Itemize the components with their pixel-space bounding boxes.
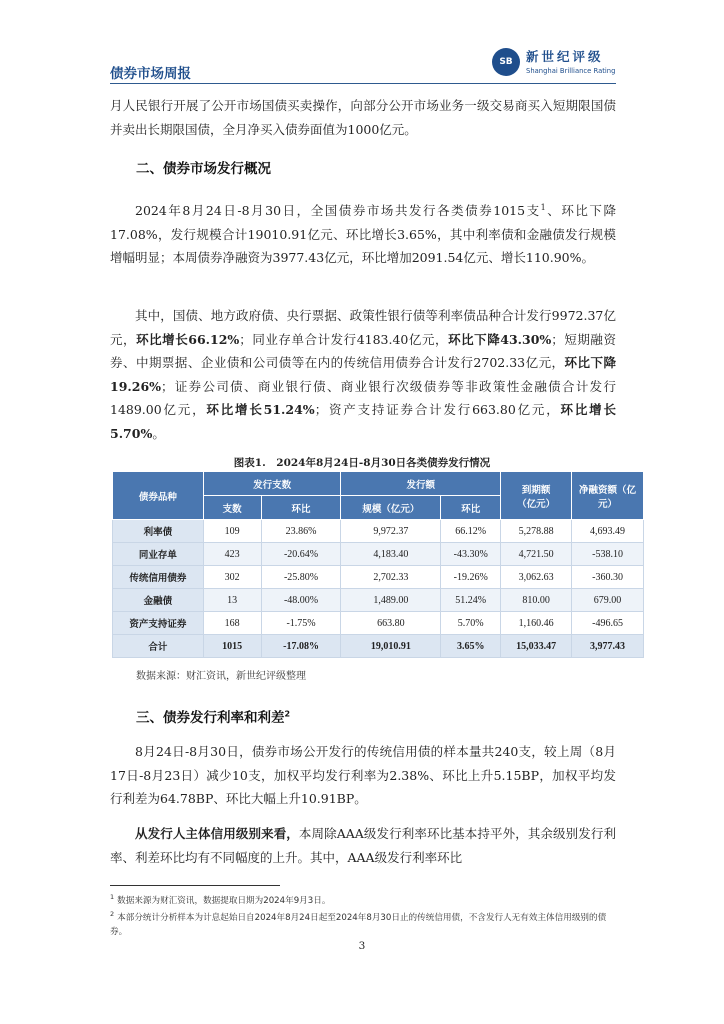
s3p2-rest: 本周除AAA级发行利率环比基本持平外，其余级别发行利率、利差环比均有不同幅度的上升。其中，AAA级发行利率环比 (110, 826, 616, 865)
s3p2-bold: 从发行人主体信用级别来看， (135, 826, 299, 841)
cell-scale: 1,489.00 (341, 589, 441, 612)
cell-scale: 9,972.37 (341, 520, 441, 543)
section2-paragraph1 (110, 196, 616, 270)
row-name: 资产支持证券 (113, 612, 204, 635)
cell-scale-change: 51.24% (441, 589, 501, 612)
company-logo (492, 46, 616, 80)
cell-scale-change: 3.65% (441, 635, 501, 658)
cell-count-change: 23.86% (261, 520, 341, 543)
header-scale: 规模（亿元） (341, 496, 441, 520)
s2p2-b4: 环比增长51.24% (206, 402, 315, 418)
cell-net: 3,977.43 (572, 635, 644, 658)
s2p2-t4: ；证券公司债、商业银行债、商业银行次级债券等非政策性金融债合计发行1489.00亿元， (110, 378, 616, 418)
cell-count: 13 (203, 589, 261, 612)
header-count-change: 环比 (261, 496, 341, 520)
cell-scale-change: 66.12% (441, 520, 501, 543)
s2p2-b3: 环比下降19.26% (110, 355, 616, 394)
cell-net: -496.65 (572, 612, 644, 635)
header-maturity: 到期额（亿元） (501, 472, 572, 520)
footnote-2-mark: 2 (110, 910, 115, 919)
section3-paragraph2 (110, 822, 616, 869)
s2p2-t5: ；资产支持证券合计发行663.80亿元， (314, 402, 561, 418)
row-name: 同业存单 (113, 543, 204, 566)
s2p1-part-a: 2024年8月24日-8月30日，全国债券市场共发行各类债券1015支 (135, 203, 541, 219)
cell-net: 4,693.49 (572, 520, 644, 543)
section3-heading (136, 706, 290, 726)
cell-maturity: 4,721.50 (501, 543, 572, 566)
table-source: 数据来源：财汇资讯，新世纪评级整理 (136, 671, 306, 682)
section2-paragraph2 (110, 304, 616, 446)
cell-maturity: 5,278.88 (501, 520, 572, 543)
table-row (113, 589, 644, 612)
table-caption: 图表1. 2024年8月24日-8月30日各类债券发行情况 (233, 457, 491, 469)
header-net-financing: 净融资额（亿元） (572, 472, 644, 520)
cell-scale: 19,010.91 (341, 635, 441, 658)
footnote-1-text: 数据来源为财汇资讯，数据提取日期为2024年9月3日。 (117, 895, 331, 906)
cell-scale: 663.80 (341, 612, 441, 635)
row-name: 利率债 (113, 520, 204, 543)
table-row (113, 543, 644, 566)
cell-scale-change: -43.30% (441, 543, 501, 566)
cell-count-change: -1.75% (261, 612, 341, 635)
cell-count-change: -20.64% (261, 543, 341, 566)
cell-scale-change: 5.70% (441, 612, 501, 635)
cell-count-change: -25.80% (261, 566, 341, 589)
cell-scale-change: -19.26% (441, 566, 501, 589)
cell-scale: 2,702.33 (341, 566, 441, 589)
footnote-ref-2: 2 (284, 709, 291, 719)
cell-count: 109 (203, 520, 261, 543)
logo-icon: SB (492, 48, 520, 76)
table-row (113, 566, 644, 589)
cell-count-change: -17.08% (261, 635, 341, 658)
s2p2-b2: 环比下降43.30% (448, 331, 552, 347)
header-issue-amount: 发行额 (341, 472, 501, 496)
intro-paragraph: 月人民银行开展了公开市场国债买卖操作，向部分公开市场业务一级交易商买入短期限国债并卖出长期限国债，全月净买入债券面值为1000亿元。 (110, 98, 616, 137)
footnote-2 (110, 908, 616, 939)
cell-count: 302 (203, 566, 261, 589)
bond-issuance-table (112, 471, 644, 658)
row-name: 传统信用债券 (113, 566, 204, 589)
footnote-2-text: 本部分统计分析样本为计息起始日自2024年8月24日起至2024年8月30日止的传统信用债，不含发行人无有效主体信用级别的债券。 (110, 913, 607, 937)
row-name: 金融债 (113, 589, 204, 612)
header-scale-change: 环比 (441, 496, 501, 520)
report-title: 债券市场周报 (110, 66, 191, 82)
cell-maturity: 15,033.47 (501, 635, 572, 658)
section3-heading-text: 三、债券发行利率和利差 (136, 710, 285, 726)
page-header (110, 44, 616, 84)
cell-count-change: -48.00% (261, 589, 341, 612)
s2p2-b5: 环比增长5.70% (110, 402, 616, 441)
s2p1-part-b: 、环比下降17.08%，发行规模合计19010.91亿元、环比增长3.65%，其中利率债和金融债发行规模增幅明显；本周债券净融资为3977.43亿元，环比增加2091.54亿元、增长110.90%。 (110, 203, 616, 266)
s2p2-t6: 。 (152, 425, 165, 441)
cell-maturity: 1,160.46 (501, 612, 572, 635)
footnote-divider (110, 885, 280, 886)
s2p2-t1: 其中，国债、地方政府债、央行票据、政策性银行债等利率债品种合计发行9972.37亿元， (110, 308, 616, 347)
cell-net: 679.00 (572, 589, 644, 612)
table-row (113, 612, 644, 635)
table-total-row (113, 635, 644, 658)
logo-en-text: Shanghai Brilliance Rating (526, 67, 616, 75)
s2p2-t3: ；短期融资券、中期票据、企业债和公司债等在内的传统信用债券合计发行2702.33亿元， (110, 331, 616, 371)
section3-paragraph1: 8月24日-8月30日，债券市场公开发行的传统信用债的样本量共240支，较上周（8月17日-8月23日）减少10支，加权平均发行利率为2.38%、环比上升5.15BP，加权平均发行利差为64.78BP、环比大幅上升10.91BP。 (110, 744, 616, 807)
cell-maturity: 810.00 (501, 589, 572, 612)
cell-count: 168 (203, 612, 261, 635)
cell-count: 1015 (203, 635, 261, 658)
cell-count: 423 (203, 543, 261, 566)
table-row (113, 520, 644, 543)
cell-scale: 4,183.40 (341, 543, 441, 566)
footnote-1 (110, 891, 616, 908)
footnotes (110, 891, 616, 939)
page-number: 3 (358, 940, 366, 952)
header-issue-count: 发行支数 (203, 472, 341, 496)
row-name: 合计 (113, 635, 204, 658)
logo-cn-text: 新世纪评级 (526, 49, 604, 64)
cell-net: -360.30 (572, 566, 644, 589)
cell-maturity: 3,062.63 (501, 566, 572, 589)
header-category: 债券品种 (113, 472, 204, 520)
header-count: 支数 (203, 496, 261, 520)
s2p2-b1: 环比增长66.12% (136, 331, 240, 347)
footnote-1-mark: 1 (110, 893, 115, 901)
cell-net: -538.10 (572, 543, 644, 566)
s2p2-t2: ；同业存单合计发行4183.40亿元， (239, 331, 449, 347)
section2-heading: 二、债券市场发行概况 (136, 161, 271, 177)
footnote-ref-1: 1 (540, 203, 546, 212)
